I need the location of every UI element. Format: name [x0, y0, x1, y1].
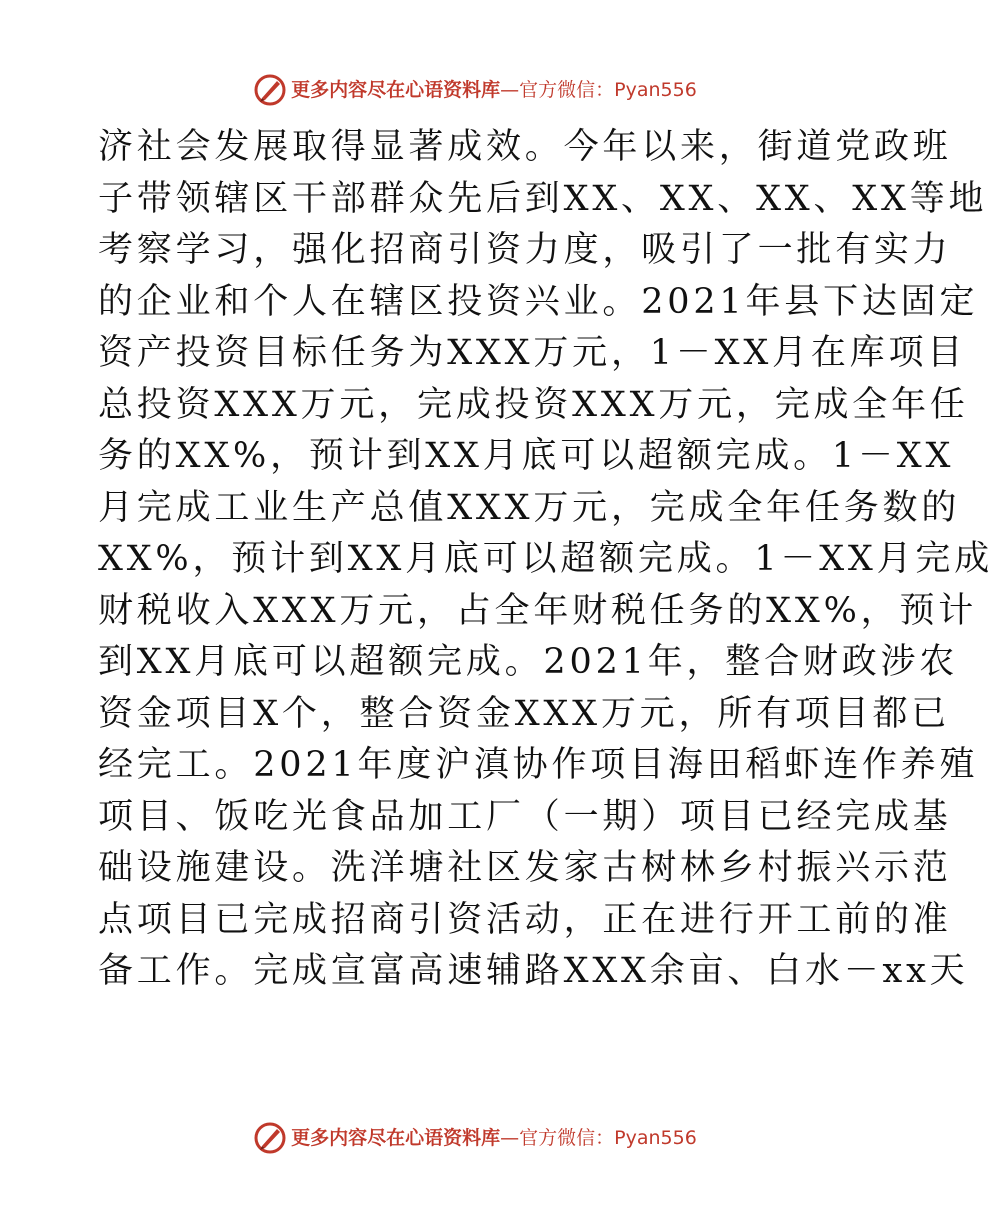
body-line: 项目、饭吃光食品加工厂（一期）项目已经完成基	[98, 796, 952, 837]
banner-dash: —	[500, 1127, 520, 1149]
body-line: 济社会发展取得显著成效。今年以来，街道党政班	[98, 127, 952, 167]
quill-logo-icon	[253, 1121, 287, 1155]
body-line: 的企业和个人在辖区投资兴业。2021年县下达固定	[98, 281, 979, 322]
banner-lead-text: 更多内容尽在心语资料库	[291, 1127, 501, 1149]
body-line: 备工作。完成宣富高速辅路XXX余亩、白水－xx天	[98, 951, 969, 991]
body-line: 经完工。2021年度沪滇协作项目海田稻虾连作养殖	[98, 745, 979, 785]
quill-logo-icon	[253, 73, 287, 107]
body-line: 务的XX%，预计到XX月底可以超额完成。1－XX	[98, 436, 955, 476]
body-line: 础设施建设。洗洋塘社区发家古树林乡村振兴示范	[98, 848, 952, 888]
document-body	[98, 122, 993, 998]
banner-lead-text: 更多内容尽在心语资料库	[291, 79, 501, 101]
header-watermark-banner	[0, 70, 950, 110]
body-line: 子带领辖区干部群众先后到XX、XX、XX、XX等地	[98, 178, 988, 219]
body-line: XX%，预计到XX月底可以超额完成。1－XX月完成	[98, 539, 993, 579]
banner-wechat-text: 官方微信：Pyan556	[519, 79, 697, 101]
body-line: 月完成工业生产总值XXX万元，完成全年任务数的	[98, 487, 961, 528]
body-line: 点项目已完成招商引资活动，正在进行开工前的准	[98, 899, 952, 940]
body-line: 总投资XXX万元，完成投资XXX万元，完成全年任	[98, 384, 969, 425]
body-line: 到XX月底可以超额完成。2021年，整合财政涉农	[98, 642, 959, 682]
body-line: 考察学习，强化招商引资力度，吸引了一批有实力	[98, 230, 952, 270]
body-line: 资金项目X个，整合资金XXX万元，所有项目都已	[98, 693, 951, 734]
banner-dash: —	[500, 79, 520, 101]
body-line: 资产投资目标任务为XXX万元，1－XX月在库项目	[98, 333, 967, 373]
body-line: 财税收入XXX万元，占全年财税任务的XX%，预计	[98, 590, 978, 631]
footer-watermark-banner	[0, 1118, 950, 1158]
banner-wechat-text: 官方微信：Pyan556	[519, 1127, 697, 1149]
